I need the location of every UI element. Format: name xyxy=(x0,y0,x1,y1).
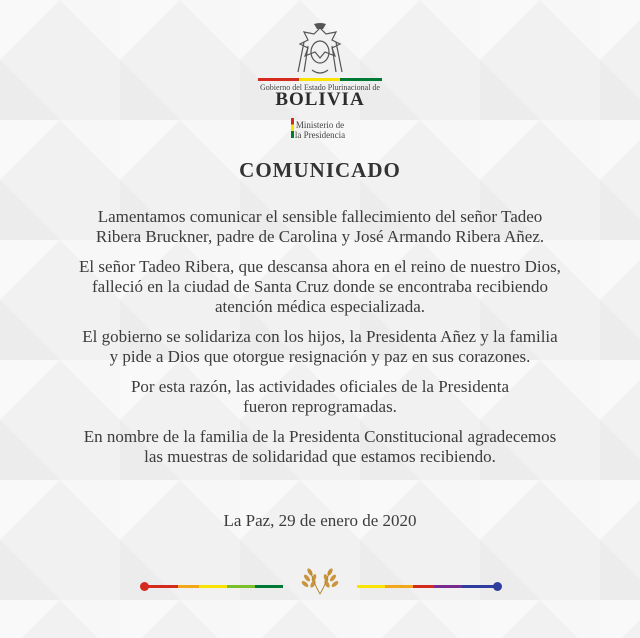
government-line: Gobierno del Estado Plurinacional de xyxy=(260,83,380,92)
text-line: y pide a Dios que otorgue resignación y paz en sus corazones. xyxy=(109,347,531,366)
paragraph xyxy=(40,207,600,247)
paragraph xyxy=(40,327,600,367)
document-title: COMUNICADO xyxy=(239,158,401,182)
footer-dot-right xyxy=(493,582,502,591)
wheat-ornament-icon xyxy=(296,566,344,596)
statement-body xyxy=(40,207,600,477)
ministry-line: Ministerio de xyxy=(295,120,345,130)
ministry-line: la Presidencia xyxy=(294,130,346,140)
paragraph xyxy=(40,427,600,467)
bolivia-coat-of-arms-icon xyxy=(290,22,350,78)
text-line: fueron reprogramadas. xyxy=(243,397,397,416)
text-line: Lamentamos comunicar el sensible fallecimiento del señor Tadeo xyxy=(97,207,543,226)
date-line: La Paz, 29 de enero de 2020 xyxy=(223,511,417,530)
text-line: El gobierno se solidariza con los hijos, la Presidenta Añez y la familia xyxy=(82,327,558,346)
flag-stripe xyxy=(258,78,382,81)
header xyxy=(0,22,640,78)
text-line: Ribera Bruckner, padre de Carolina y José Armando Ribera Añez. xyxy=(95,227,545,246)
footer-stripe-left xyxy=(143,585,283,588)
text-line: atención médica especializada. xyxy=(214,297,426,316)
ministry-label xyxy=(0,120,640,140)
paragraph xyxy=(40,257,600,317)
text-line: falleció en la ciudad de Santa Cruz donde se encontraba recibiendo xyxy=(92,277,548,296)
text-line: las muestras de solidaridad que estamos recibiendo. xyxy=(144,447,496,466)
country-name: BOLIVIA xyxy=(275,89,365,110)
footer-stripe-right xyxy=(357,585,497,588)
paragraph xyxy=(40,377,600,417)
footer-dot-left xyxy=(140,582,149,591)
text-line: Por esta razón, las actividades oficiales de la Presidenta xyxy=(130,377,510,396)
text-line: En nombre de la familia de la Presidenta Constitucional agradecemos xyxy=(83,427,557,446)
text-line: El señor Tadeo Ribera, que descansa ahora en el reino de nuestro Dios, xyxy=(79,257,561,276)
